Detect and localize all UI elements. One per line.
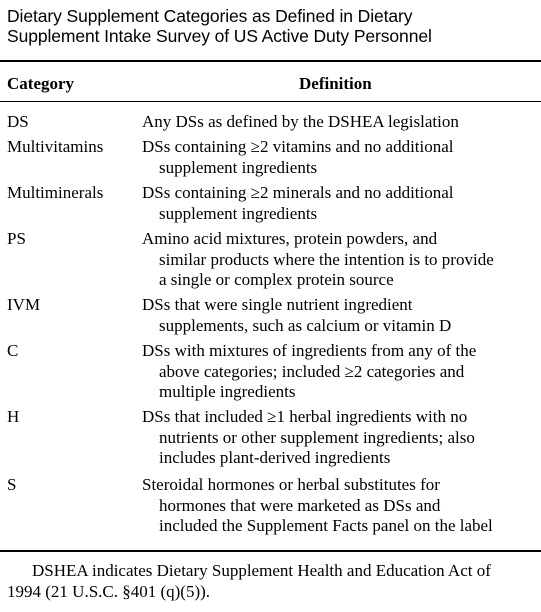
definition-cell: [142, 407, 540, 469]
definition-line: nutrients or other supplement ingredients; also: [159, 427, 475, 447]
definition-line: supplements, such as calcium or vitamin D: [159, 315, 452, 335]
category-cell: DS: [7, 112, 29, 131]
definition-line: DSs containing ≥2 minerals and no additional: [142, 183, 454, 202]
definition-line: similar products where the intention is to provide: [159, 249, 494, 269]
category-cell: H: [7, 407, 20, 426]
definition-line: DSs that included ≥1 herbal ingredients with no: [142, 407, 468, 426]
definition-cell: [142, 341, 540, 403]
definition-line: included the Supplement Facts panel on the label: [159, 516, 493, 535]
definition-cell: [142, 183, 540, 224]
definition-cell: [142, 112, 540, 133]
definition-line: a single or complex protein source: [159, 270, 394, 289]
table-title-line-1: Dietary Supplement Categories as Defined in Dietary: [7, 6, 413, 26]
definition-line: Any DSs as defined by the DSHEA legislation: [142, 112, 459, 131]
category-cell: PS: [7, 229, 26, 248]
category-cell: C: [7, 341, 19, 360]
definition-cell: [142, 475, 540, 537]
definition-line: Steroidal hormones or herbal substitutes for: [142, 475, 440, 494]
definition-line: Amino acid mixtures, protein powders, and: [142, 229, 438, 248]
category-cell: Multiminerals: [7, 183, 104, 202]
definition-line: above categories; included ≥2 categories and: [159, 361, 465, 381]
table-title-line-2: Supplement Intake Survey of US Active Duty Personnel: [7, 26, 432, 46]
column-header-definition: Definition: [299, 74, 372, 93]
definition-line: hormones that were marketed as DSs and: [159, 495, 441, 515]
footnote-line-1: DSHEA indicates Dietary Supplement Health and Education Act of: [32, 561, 491, 580]
table-header-rule: [0, 101, 541, 102]
definition-line: includes plant-derived ingredients: [159, 448, 391, 467]
category-cell: Multivitamins: [7, 137, 104, 156]
definition-cell: [142, 229, 540, 291]
definition-line: DSs that were single nutrient ingredient: [142, 295, 413, 314]
table-footnote: [7, 560, 537, 602]
column-header-category: Category: [7, 74, 75, 93]
definition-line: supplement ingredients: [159, 203, 318, 223]
table-title: [7, 6, 535, 46]
definition-line: multiple ingredients: [159, 382, 296, 401]
definition-line: DSs containing ≥2 vitamins and no additional: [142, 137, 454, 156]
definition-cell: [142, 295, 540, 336]
category-cell: S: [7, 475, 17, 494]
table-top-rule: [0, 60, 541, 62]
definition-cell: [142, 137, 540, 178]
definition-line: supplement ingredients: [159, 157, 318, 177]
definition-line: DSs with mixtures of ingredients from any of the: [142, 341, 477, 360]
table-bottom-rule: [0, 550, 541, 552]
category-cell: IVM: [7, 295, 41, 314]
footnote-line-2: 1994 (21 U.S.C. §401 (q)(5)).: [7, 582, 211, 601]
